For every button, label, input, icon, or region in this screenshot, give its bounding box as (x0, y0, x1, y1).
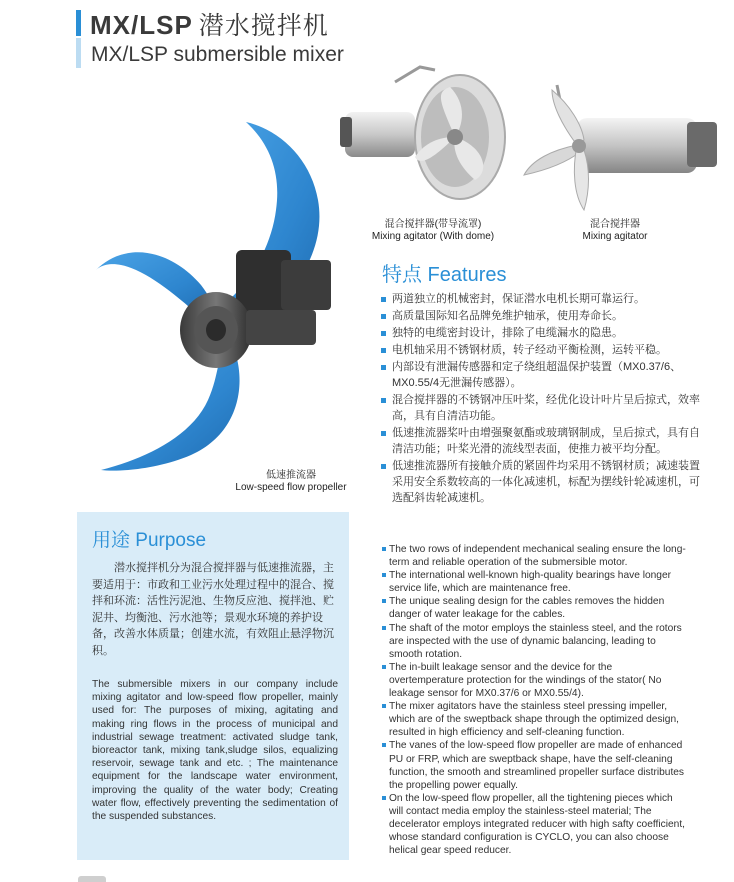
page-subtitle: MX/LSP submersible mixer (91, 43, 344, 66)
dome-caption-cn: 混合搅拌器(带导流罩) (384, 219, 482, 230)
propeller-caption (226, 470, 356, 494)
title-model: MX/LSP (90, 10, 193, 40)
list-item: 低速推流器桨叶由增强聚氨酯或玻璃钢制成，呈后掠式，具有自清洁功能；叶桨光滑的流线型表面，使推力被平均分配。 (380, 425, 700, 457)
dome-caption (358, 219, 508, 243)
list-item: 低速推流器所有接触介质的紧固件均采用不锈钢材质；减速装置采用安全系数较高的一体化减速机，标配为摆线针轮减速机，可选配斜齿轮减速机。 (380, 458, 700, 506)
list-item: The two rows of independent mechanical sealing ensure the long-term and reliable operation of the submersible motor. (382, 543, 686, 569)
list-item: The mixer agitators have the stainless steel pressing impeller, which are of the sweptback shape through the optimized design, resulted in high efficiency and self-cleaning function. (382, 700, 686, 739)
list-item: The shaft of the motor employs the stainless steel, and the rotors are inspected with the use of dynamic balancing, leading to smooth rotation. (382, 622, 686, 661)
mixing-agitator-dome-image (340, 62, 515, 212)
list-item: On the low-speed flow propeller, all the tightening pieces which will contact media employ the stainless-steel material; The decelerator employs integrated reducer with high safty coefficient, whose standard configuration is CYCLO, you can also choose helical gear speed reducer. (382, 792, 686, 857)
agitator-caption (560, 219, 670, 243)
mixing-agitator-image (522, 80, 722, 212)
page-title (90, 6, 329, 42)
features-heading: 特点 Features (382, 264, 507, 286)
propeller-caption-cn: 低速推流器 (266, 470, 316, 481)
features-cn-list (380, 291, 700, 507)
low-speed-propeller-image (96, 120, 356, 478)
purpose-cn-text: 潜水搅拌机分为混合搅拌器与低速推流器，主要适用于：市政和工业污水处理过程中的混合、搅拌和环流：活性污泥池、生物反应池、搅拌池、贮泥井、均衡池、污水池等；景观水环境的养护设备，改善水体质量；创建水流，有效阻止悬浮物沉积。 (92, 562, 334, 657)
propeller-caption-en: Low-speed flow propeller (235, 482, 347, 493)
title-accent-bar (76, 10, 81, 36)
agitator-caption-cn: 混合搅拌器 (590, 219, 640, 230)
agitator-caption-en: Mixing agitator (582, 231, 648, 242)
list-item: 电机轴采用不锈钢材质，转子经动平衡检测，运转平稳。 (380, 342, 700, 358)
list-item: The international well-known high-quality bearings have longer service life, which are maintenance free. (382, 569, 686, 595)
list-item: The vanes of the low-speed flow propeller are made of enhanced PU or FRP, which are sweptback shape, have the self-cleaning function, the smooth and streamlined propeller surface distributes the propelling power equally. (382, 739, 686, 791)
page-tab-marker (78, 876, 106, 882)
list-item: 混合搅拌器的不锈钢冲压叶桨，经优化设计叶片呈后掠式，效率高，具有自清洁功能。 (380, 392, 700, 424)
list-item: The unique sealing design for the cables removes the hidden danger of water leakage for the cables. (382, 595, 686, 621)
list-item: The in-built leakage sensor and the device for the overtemperature protection for the windings of the stator( No leakage sensor for MX0.37/6 or MX0.55/4). (382, 661, 686, 700)
list-item: 高质量国际知名品牌免维护轴承，使用寿命长。 (380, 308, 700, 324)
list-item: 内部设有泄漏传感器和定子绕组超温保护装置（MX0.37/6、MX0.55/4无泄漏传感器）。 (380, 359, 700, 391)
list-item: 独特的电缆密封设计，排除了电缆漏水的隐患。 (380, 325, 700, 341)
dome-caption-en: Mixing agitator (With dome) (371, 231, 495, 242)
list-item: 两道独立的机械密封，保证潜水电机长期可靠运行。 (380, 291, 700, 307)
subtitle-accent-bar (76, 38, 81, 68)
purpose-en-text: The submersible mixers in our company include mixing agitator and low-speed flow propeller, mainly used for: The purposes of mixing, agitating and making ring flows in the process of municipal and industrial sewage treatment: activated sludge tank, bioreactor tank, mixing tank,sludge silos, equalizing reservoir, sewage tank and etc. ; The maintenance equipment for the landscape water environment, improving the quality of the water body; Creating water flow, effectively preventing the sedimentation of the suspended substances. (92, 679, 338, 823)
features-en-list (382, 543, 686, 857)
purpose-heading: 用途 Purpose (92, 530, 207, 551)
title-cn: 潜水搅拌机 (198, 12, 329, 40)
